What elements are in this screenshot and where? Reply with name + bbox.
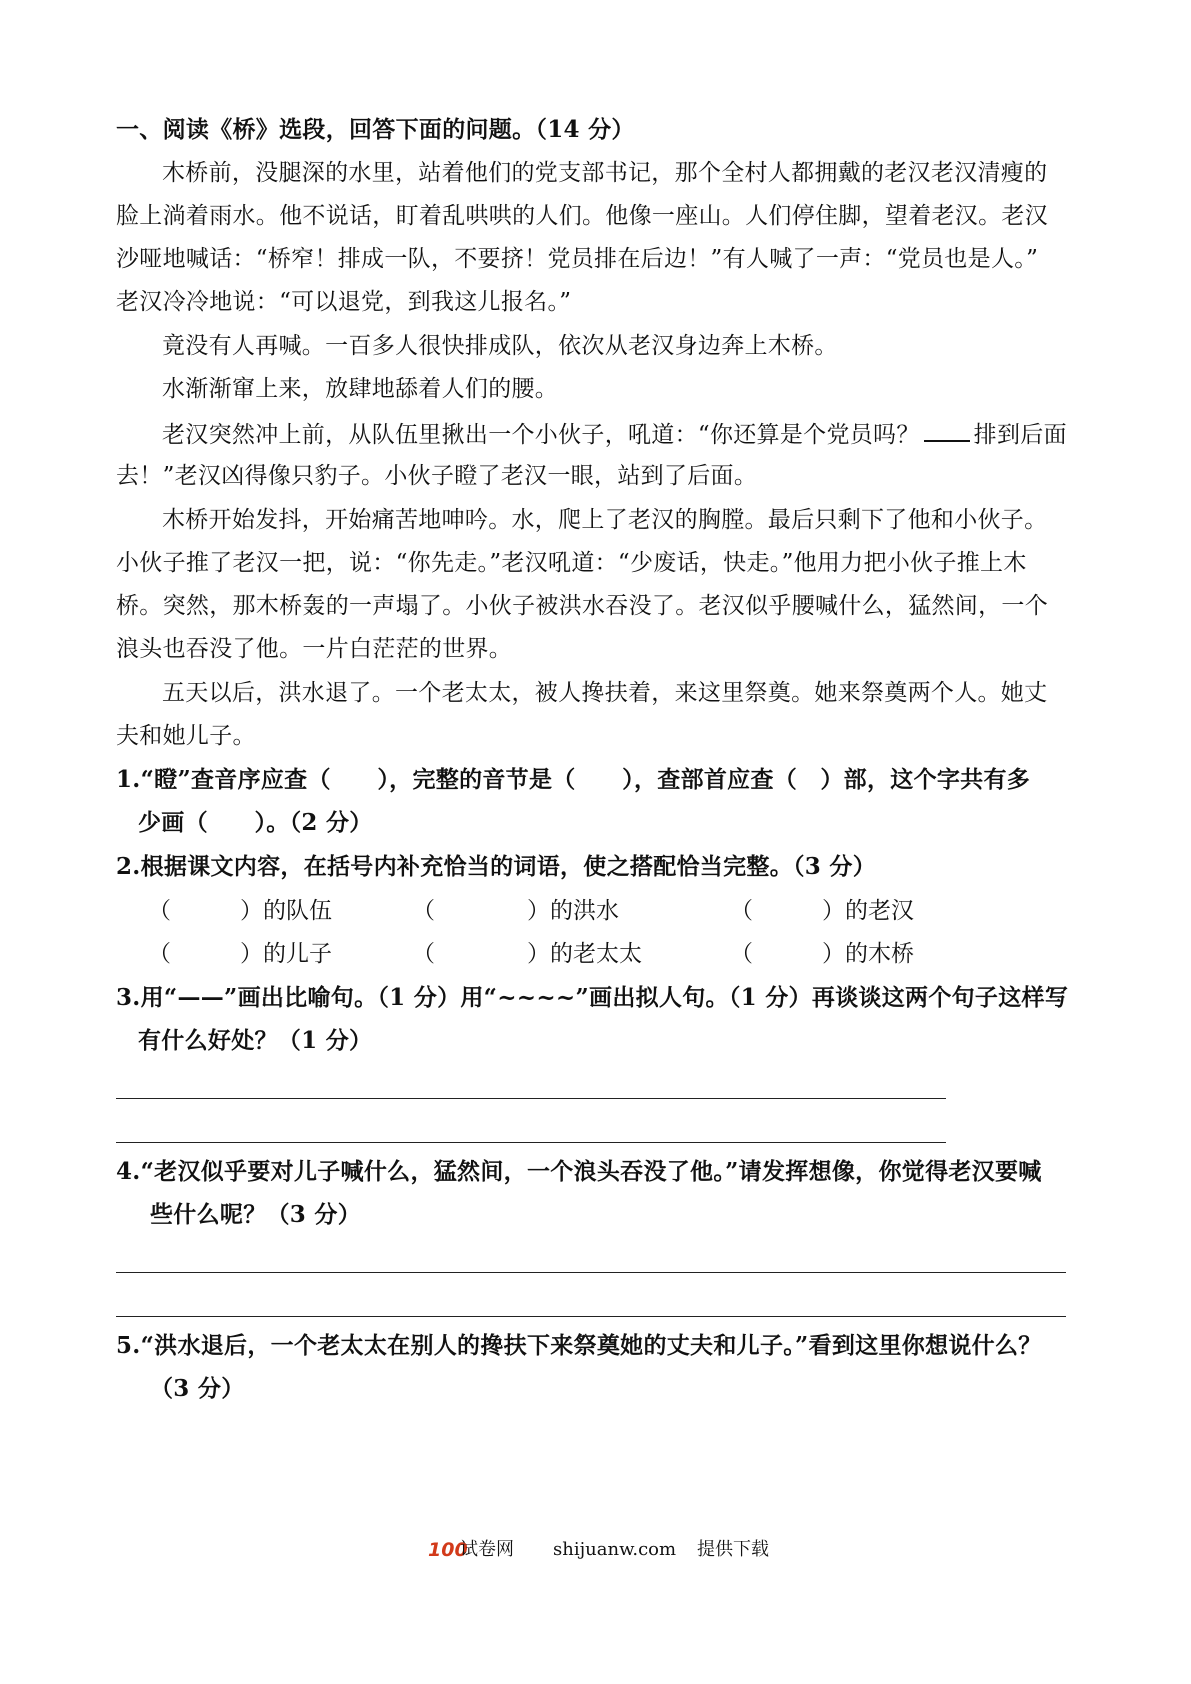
question-text: 3.用“——”画出比喻句。（1 分）用“~~~~”画出拟人句。（1 分）再谈谈这两个句子这样写 bbox=[116, 984, 1069, 1011]
site-logo: 100 bbox=[428, 1539, 468, 1561]
answer-line[interactable] bbox=[116, 1098, 946, 1099]
fill-pair[interactable]: （ ）的老汉 bbox=[730, 898, 914, 924]
passage-line: 竟没有人再喊。一百多人很快排成队，依次从老汉身边奔上木桥。 bbox=[162, 333, 838, 359]
passage-line: 木桥开始发抖，开始痛苦地呻吟。水，爬上了老汉的胸膛。最后只剩下了他和小伙子。 bbox=[162, 507, 1048, 533]
passage-line: 木桥前，没腿深的水里，站着他们的党支部书记，那个全村人都拥戴的老汉老汉清瘦的 bbox=[162, 160, 1048, 186]
passage-line: 水渐渐窜上来，放肆地舔着人们的腰。 bbox=[162, 376, 559, 402]
passage-line: 脸上淌着雨水。他不说话，盯着乱哄哄的人们。他像一座山。人们停住脚，望着老汉。老汉 bbox=[116, 203, 1048, 229]
answer-line[interactable] bbox=[116, 1272, 1066, 1273]
passage-line: 五天以后，洪水退了。一个老太太，被人搀扶着，来这里祭奠。她来祭奠两个人。她丈 bbox=[162, 680, 1048, 706]
site-domain[interactable]: shijuanw.com bbox=[553, 1539, 677, 1560]
question-text: 少画（ ）。（2 分） bbox=[138, 809, 373, 836]
question-text: 2.根据课文内容，在括号内补充恰当的词语，使之搭配恰当完整。（3 分） bbox=[116, 853, 877, 880]
answer-line[interactable] bbox=[116, 1316, 1066, 1317]
fill-pair[interactable]: （ ）的儿子 bbox=[148, 941, 332, 967]
passage-line: 浪头也吞没了他。一片白茫茫的世界。 bbox=[116, 636, 513, 662]
fill-pair[interactable]: （ ）的木桥 bbox=[730, 941, 914, 967]
answer-line[interactable] bbox=[116, 1142, 946, 1143]
question-text: 有什么好处？（1 分） bbox=[138, 1027, 373, 1054]
question-text: 4.“老汉似乎要对儿子喊什么，猛然间，一个浪头吞没了他。”请发挥想像，你觉得老汉要喊 bbox=[116, 1158, 1042, 1185]
passage-line: 沙哑地喊话：“桥窄！排成一队，不要挤！党员排在后边！”有人喊了一声：“党员也是人。” bbox=[116, 246, 1039, 272]
question-text: 些什么呢？（3 分） bbox=[150, 1201, 362, 1228]
passage-line: 夫和她儿子。 bbox=[116, 723, 256, 749]
passage-text: 排到后面 bbox=[973, 422, 1067, 448]
fill-pair[interactable]: （ ）的队伍 bbox=[148, 898, 332, 924]
fill-blank[interactable] bbox=[924, 418, 970, 442]
site-name: 试卷网 bbox=[460, 1539, 514, 1560]
passage-line-with-blank bbox=[162, 418, 1132, 450]
fill-pair[interactable]: （ ）的洪水 bbox=[412, 898, 619, 924]
passage-text: 老汉突然冲上前，从队伍里揪出一个小伙子，吼道：“你还算是个党员吗？ bbox=[162, 422, 920, 448]
passage-line: 去！”老汉凶得像只豹子。小伙子瞪了老汉一眼，站到了后面。 bbox=[116, 463, 758, 489]
question-text: 1.“瞪”查音序应查（ ），完整的音节是（ ），查部首应查（ ）部，这个字共有多 bbox=[116, 766, 1031, 793]
passage-line: 桥。突然，那木桥轰的一声塌了。小伙子被洪水吞没了。老汉似乎腰喊什么，猛然间，一个 bbox=[116, 593, 1048, 619]
passage-line: 小伙子推了老汉一把，说：“你先走。”老汉吼道：“少废话，快走。”他用力把小伙子推上木 bbox=[116, 550, 1027, 576]
fill-pair[interactable]: （ ）的老太太 bbox=[412, 941, 642, 967]
passage-line: 老汉冷冷地说：“可以退党，到我这儿报名。” bbox=[116, 289, 572, 315]
question-text: （3 分） bbox=[150, 1375, 245, 1402]
section-title: 一、阅读《桥》选段，回答下面的问题。（14 分） bbox=[116, 116, 635, 143]
question-text: 5.“洪水退后，一个老太太在别人的搀扶下来祭奠她的丈夫和儿子。”看到这里你想说什么？ bbox=[116, 1332, 1042, 1359]
download-note: 提供下载 bbox=[697, 1539, 769, 1560]
